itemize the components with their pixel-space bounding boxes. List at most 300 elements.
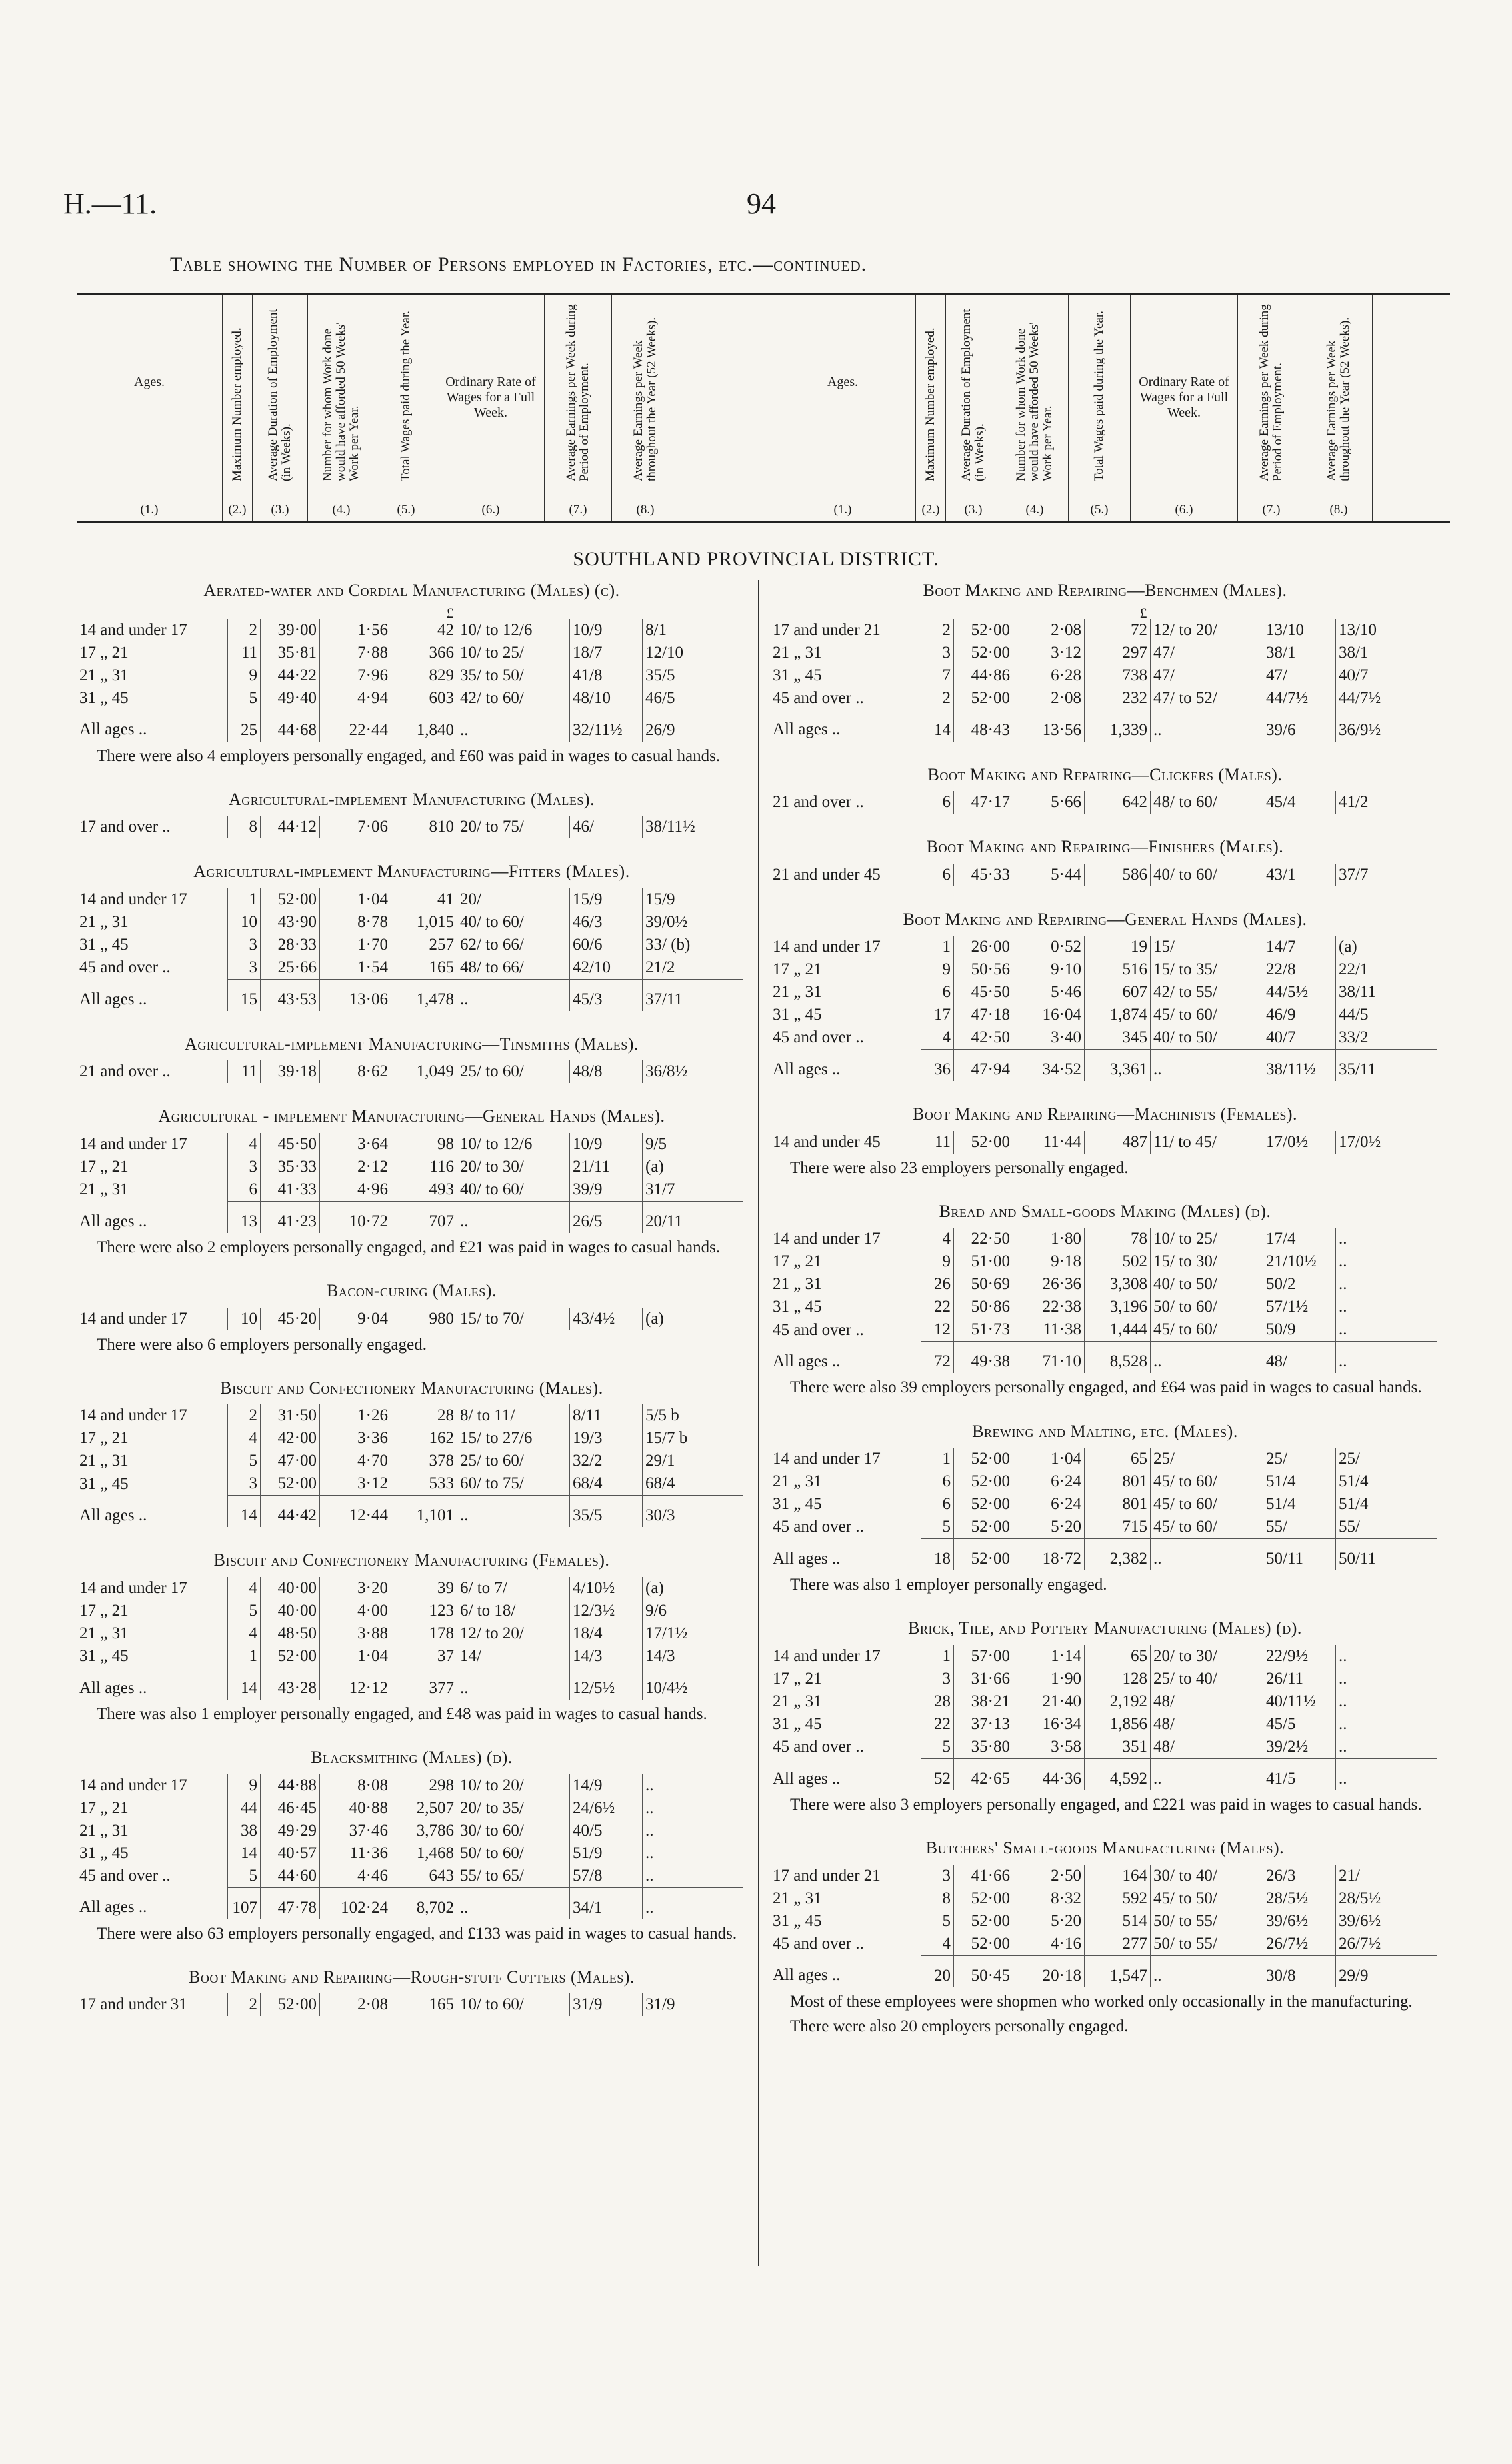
table-cell: 17/4 bbox=[1263, 1228, 1336, 1250]
table-row bbox=[77, 619, 743, 642]
table-cell: 4·94 bbox=[320, 687, 391, 710]
table-cell: 43/4½ bbox=[570, 1308, 643, 1330]
table-cell: 50/ to 55/ bbox=[1151, 1933, 1263, 1956]
table-cell: 6 bbox=[921, 1470, 954, 1493]
table-cell: 35/ to 50/ bbox=[457, 664, 570, 687]
table-cell: 51·73 bbox=[954, 1318, 1013, 1342]
section-note: There was also 1 employer personally engaged, and £48 was paid in wages to casual hands. bbox=[97, 1704, 707, 1723]
table-cell: 31 „ 45 bbox=[773, 1495, 822, 1513]
table-row bbox=[770, 619, 1437, 642]
table-cell: 3 bbox=[921, 1865, 954, 1887]
table-cell: 162 bbox=[391, 1427, 457, 1450]
table-cell: 42/10 bbox=[570, 956, 643, 980]
table-cell: 20/11 bbox=[643, 1201, 744, 1233]
table-row bbox=[77, 816, 743, 838]
table-cell: 34/1 bbox=[570, 1887, 643, 1919]
data-table bbox=[77, 888, 743, 1011]
table-cell: 72 bbox=[921, 1342, 954, 1374]
table-cell: 25/ to 40/ bbox=[1151, 1668, 1263, 1690]
table-cell: 11 bbox=[921, 1131, 954, 1154]
table-cell: 72 bbox=[1085, 619, 1151, 642]
table-row bbox=[770, 1131, 1437, 1154]
table-cell: 5 bbox=[921, 1736, 954, 1759]
table-cell: 22 bbox=[921, 1296, 954, 1318]
table-cell: 14 and under 17 bbox=[79, 1776, 187, 1794]
table-cell: 14 and under 17 bbox=[773, 1230, 881, 1248]
heading-number: (8.) bbox=[636, 503, 655, 517]
table-cell: 55/ bbox=[1263, 1516, 1336, 1539]
table-cell: 45 and over .. bbox=[773, 1320, 864, 1339]
table-cell: 4 bbox=[228, 1133, 261, 1156]
table-cell: 9 bbox=[228, 664, 261, 687]
table-cell: 7·88 bbox=[320, 642, 391, 664]
table-cell: .. bbox=[1336, 1713, 1437, 1736]
table-cell: All ages .. bbox=[79, 990, 147, 1008]
table-row bbox=[77, 1577, 743, 1600]
heading-number-50-weeks bbox=[308, 295, 375, 521]
table-cell: 4 bbox=[228, 1577, 261, 1600]
table-cell: 98 bbox=[391, 1133, 457, 1156]
table-cell: 17 „ 21 bbox=[79, 1601, 129, 1620]
table-cell: 17/0½ bbox=[1336, 1131, 1437, 1154]
table-cell: 5 bbox=[228, 1450, 261, 1472]
table-row bbox=[770, 1296, 1437, 1318]
data-table bbox=[770, 1865, 1437, 1987]
table-cell: 7 bbox=[921, 664, 954, 687]
table-cell: (a) bbox=[643, 1577, 744, 1600]
table-cell: 30/ to 40/ bbox=[1151, 1865, 1263, 1887]
data-table bbox=[77, 1133, 743, 1233]
table-cell: 22/9½ bbox=[1263, 1645, 1336, 1668]
table-cell: 16·34 bbox=[1013, 1713, 1085, 1736]
table-row bbox=[770, 791, 1437, 814]
table-cell: 6/ to 7/ bbox=[457, 1577, 570, 1600]
table-cell: 810 bbox=[391, 816, 457, 838]
table-cell: 41·23 bbox=[261, 1201, 320, 1233]
table-cell: 52·00 bbox=[954, 687, 1013, 710]
table-cell: 3,196 bbox=[1085, 1296, 1151, 1318]
table-cell: 21 „ 31 bbox=[79, 1180, 129, 1198]
table-cell: 1,478 bbox=[391, 979, 457, 1011]
table-cell: 60/ to 75/ bbox=[457, 1472, 570, 1496]
table-cell: 15/ to 35/ bbox=[1151, 958, 1263, 981]
table-cell: 13·56 bbox=[1013, 710, 1085, 742]
table-cell: 47·17 bbox=[954, 791, 1013, 814]
heading-label: Total Wages paid during the Year. bbox=[1092, 311, 1107, 481]
table-row bbox=[77, 1865, 743, 1888]
left-column bbox=[77, 580, 747, 2039]
table-cell: 55/ to 65/ bbox=[457, 1865, 570, 1888]
table-cell: 22/1 bbox=[1336, 958, 1437, 981]
table-cell: 45 and over .. bbox=[79, 958, 171, 976]
table-cell: 19/3 bbox=[570, 1427, 643, 1450]
table-cell: 39/0½ bbox=[643, 911, 744, 934]
table-cell: .. bbox=[1151, 710, 1263, 742]
table-section bbox=[77, 1106, 747, 1258]
table-cell: 47·00 bbox=[261, 1450, 320, 1472]
table-cell: 14 and under 17 bbox=[79, 890, 187, 908]
table-row bbox=[770, 664, 1437, 687]
section-title: Boot Making and Repairing—Rough-stuff Cutters (Males). bbox=[189, 1967, 635, 1987]
table-section bbox=[770, 764, 1440, 814]
table-cell: 51/4 bbox=[1336, 1493, 1437, 1516]
table-cell: 297 bbox=[1085, 642, 1151, 664]
table-cell: 15/9 bbox=[570, 888, 643, 911]
table-cell: 5/5 b bbox=[643, 1404, 744, 1427]
table-cell: All ages .. bbox=[79, 1678, 147, 1697]
table-cell: 4·16 bbox=[1013, 1933, 1085, 1956]
table-cell: 50/11 bbox=[1336, 1539, 1437, 1571]
heading-total-wages bbox=[375, 295, 437, 521]
table-cell: 1,874 bbox=[1085, 1004, 1151, 1026]
table-section bbox=[770, 1104, 1440, 1178]
table-cell: 5 bbox=[228, 1865, 261, 1888]
table-cell: 3·36 bbox=[320, 1427, 391, 1450]
table-cell: 4/10½ bbox=[570, 1577, 643, 1600]
table-cell: 45/ to 60/ bbox=[1151, 1493, 1263, 1516]
table-cell: 14/7 bbox=[1263, 936, 1336, 958]
table-row bbox=[77, 1156, 743, 1178]
page-code: H.—11. bbox=[63, 187, 157, 220]
table-cell: 40/7 bbox=[1263, 1026, 1336, 1050]
table-cell: 50·45 bbox=[954, 1955, 1013, 1987]
table-cell: 516 bbox=[1085, 958, 1151, 981]
section-title: Aerated-water and Cordial Manufacturing (Males) (c). bbox=[203, 581, 620, 600]
table-cell: 22·38 bbox=[1013, 1296, 1085, 1318]
table-cell: 42·00 bbox=[261, 1427, 320, 1450]
table-row bbox=[770, 981, 1437, 1004]
heading-number: (7.) bbox=[569, 503, 587, 517]
table-cell: 21 „ 31 bbox=[79, 1821, 129, 1840]
section-title: Agricultural-implement Manufacturing (Males). bbox=[229, 789, 595, 809]
section-title: Blacksmithing (Males) (d). bbox=[311, 1748, 513, 1767]
table-cell: 6·24 bbox=[1013, 1470, 1085, 1493]
table-cell: 607 bbox=[1085, 981, 1151, 1004]
heading-label: Average Earnings per Week during Period of Employment. bbox=[564, 304, 591, 481]
table-cell: 17/0½ bbox=[1263, 1131, 1336, 1154]
table-cell: .. bbox=[457, 1496, 570, 1528]
table-cell: 26 bbox=[921, 1273, 954, 1296]
table-row bbox=[770, 687, 1437, 710]
table-cell: 31/7 bbox=[643, 1178, 744, 1202]
table-cell: All ages .. bbox=[79, 1212, 147, 1230]
table-cell: 21/ bbox=[1336, 1865, 1437, 1887]
table-cell: 18/7 bbox=[570, 642, 643, 664]
table-cell: 52·00 bbox=[261, 1645, 320, 1668]
table-row bbox=[77, 1600, 743, 1622]
table-cell: 31·66 bbox=[954, 1668, 1013, 1690]
section-title: Boot Making and Repairing—Finishers (Males). bbox=[926, 837, 1284, 856]
table-cell: 2·08 bbox=[1013, 619, 1085, 642]
table-cell: 48/ to 66/ bbox=[457, 956, 570, 980]
heading-number: (3.) bbox=[271, 503, 289, 517]
total-row bbox=[77, 710, 743, 742]
table-cell: 40/ to 50/ bbox=[1151, 1026, 1263, 1050]
table-cell: 45/ to 50/ bbox=[1151, 1887, 1263, 1910]
table-cell: 8/11 bbox=[570, 1404, 643, 1427]
table-cell: 13/10 bbox=[1336, 619, 1437, 642]
heading-number: (1.) bbox=[140, 503, 159, 517]
table-cell: 31 „ 45 bbox=[79, 935, 129, 954]
table-cell: 514 bbox=[1085, 1910, 1151, 1933]
table-cell: 45 and over .. bbox=[773, 1934, 864, 1953]
section-title: Agricultural-implement Manufacturing—Fitters (Males). bbox=[193, 862, 630, 882]
table-cell: 50·86 bbox=[954, 1296, 1013, 1318]
total-row bbox=[770, 710, 1437, 742]
table-cell: 52·00 bbox=[954, 1516, 1013, 1539]
table-cell: 55/ bbox=[1336, 1516, 1437, 1539]
table-cell: 26/3 bbox=[1263, 1865, 1336, 1887]
table-cell: 40/5 bbox=[570, 1820, 643, 1842]
data-table bbox=[770, 1131, 1437, 1154]
heading-number-50-weeks bbox=[1001, 295, 1069, 521]
heading-number: (8.) bbox=[1329, 503, 1348, 517]
table-cell: 378 bbox=[391, 1450, 457, 1472]
table-cell: 31 „ 45 bbox=[773, 1298, 822, 1316]
total-row bbox=[77, 1887, 743, 1919]
table-cell: 42·65 bbox=[954, 1758, 1013, 1790]
table-cell: 107 bbox=[228, 1887, 261, 1919]
table-row bbox=[770, 1933, 1437, 1956]
table-cell: 232 bbox=[1085, 687, 1151, 710]
table-cell: 4 bbox=[228, 1622, 261, 1645]
table-cell: 1 bbox=[228, 888, 261, 911]
table-cell: 49·29 bbox=[261, 1820, 320, 1842]
table-cell: .. bbox=[643, 1887, 744, 1919]
table-cell: 41/2 bbox=[1336, 791, 1437, 814]
heading-label: Number for whom Work done would have afforded 50 Weeks' Work per Year. bbox=[1014, 322, 1055, 481]
table-section bbox=[770, 1421, 1440, 1596]
table-cell: 30/8 bbox=[1263, 1955, 1336, 1987]
table-row bbox=[770, 958, 1437, 981]
table-cell: 3 bbox=[921, 1668, 954, 1690]
table-cell: 10/ to 60/ bbox=[457, 1993, 570, 2016]
table-cell: 43·28 bbox=[261, 1668, 320, 1700]
heading-number: (3.) bbox=[964, 503, 983, 517]
table-cell: 65 bbox=[1085, 1448, 1151, 1470]
section-note: There were also 63 employers personally engaged, and £133 was paid in wages to casual hands. bbox=[97, 1924, 737, 1943]
table-cell: 45 and over .. bbox=[773, 1028, 864, 1047]
table-cell: .. bbox=[643, 1865, 744, 1888]
table-cell: 8·62 bbox=[320, 1060, 391, 1083]
table-cell: 15/7 b bbox=[643, 1427, 744, 1450]
table-cell: 1,049 bbox=[391, 1060, 457, 1083]
table-cell: 8/1 bbox=[643, 619, 744, 642]
table-cell: 11·44 bbox=[1013, 1131, 1085, 1154]
table-cell: 26·00 bbox=[954, 936, 1013, 958]
table-cell: 707 bbox=[391, 1201, 457, 1233]
table-cell: 21 „ 31 bbox=[773, 1889, 822, 1907]
table-cell: 38 bbox=[228, 1820, 261, 1842]
heading-label: Ordinary Rate of Wages for a Full Week. bbox=[1139, 375, 1229, 420]
table-cell: 50/ to 60/ bbox=[1151, 1296, 1263, 1318]
table-cell: 25·66 bbox=[261, 956, 320, 980]
table-row bbox=[77, 956, 743, 980]
table-cell: 50/ to 55/ bbox=[1151, 1910, 1263, 1933]
table-cell: 47·78 bbox=[261, 1887, 320, 1919]
table-cell: 21 „ 31 bbox=[773, 1692, 822, 1710]
table-cell: 51/4 bbox=[1263, 1493, 1336, 1516]
table-cell: 28/5½ bbox=[1336, 1887, 1437, 1910]
table-cell: 60/6 bbox=[570, 934, 643, 956]
table-cell: 13/10 bbox=[1263, 619, 1336, 642]
table-cell: 36 bbox=[921, 1050, 954, 1082]
table-cell: 10/9 bbox=[570, 1133, 643, 1156]
table-cell: 1 bbox=[228, 1645, 261, 1668]
table-cell: 49·40 bbox=[261, 687, 320, 710]
table-cell: .. bbox=[1336, 1342, 1437, 1374]
table-cell: 5·66 bbox=[1013, 791, 1085, 814]
section-title: Boot Making and Repairing—General Hands (Males). bbox=[903, 909, 1307, 929]
table-cell: 31 „ 45 bbox=[79, 1647, 129, 1665]
section-title: Brewing and Malting, etc. (Males). bbox=[972, 1421, 1238, 1441]
table-cell: 15/ to 27/6 bbox=[457, 1427, 570, 1450]
table-cell: 14 bbox=[921, 710, 954, 742]
table-cell: 8 bbox=[228, 816, 261, 838]
table-cell: 22·50 bbox=[954, 1228, 1013, 1250]
table-cell: 8·08 bbox=[320, 1774, 391, 1797]
table-cell: 1·54 bbox=[320, 956, 391, 980]
table-cell: 1,101 bbox=[391, 1496, 457, 1528]
table-cell: 37 bbox=[391, 1645, 457, 1668]
table-cell: 52·00 bbox=[261, 1472, 320, 1496]
table-cell: 351 bbox=[1085, 1736, 1151, 1759]
table-row bbox=[770, 1273, 1437, 1296]
table-cell: 15/ to 30/ bbox=[1151, 1250, 1263, 1273]
heading-label: Ages. bbox=[827, 375, 859, 389]
table-cell: 3·20 bbox=[320, 1577, 391, 1600]
table-cell: 1,339 bbox=[1085, 710, 1151, 742]
table-cell: 9/6 bbox=[643, 1600, 744, 1622]
table-cell: 26/5 bbox=[570, 1201, 643, 1233]
table-cell: 3 bbox=[921, 642, 954, 664]
table-row bbox=[770, 1645, 1437, 1668]
table-cell: 1,547 bbox=[1085, 1955, 1151, 1987]
table-cell: 30/3 bbox=[643, 1496, 744, 1528]
table-cell: 48/10 bbox=[570, 687, 643, 710]
table-section bbox=[77, 861, 747, 1011]
headings-left bbox=[77, 295, 763, 521]
table-row bbox=[770, 1713, 1437, 1736]
table-cell: 3·64 bbox=[320, 1133, 391, 1156]
table-cell: 9 bbox=[921, 1250, 954, 1273]
table-cell: 592 bbox=[1085, 1887, 1151, 1910]
heading-ordinary-rate bbox=[437, 295, 545, 521]
table-cell: 12/ to 20/ bbox=[457, 1622, 570, 1645]
table-cell: 10/ to 25/ bbox=[457, 642, 570, 664]
table-cell: 12·44 bbox=[320, 1496, 391, 1528]
heading-ages bbox=[77, 295, 223, 521]
heading-label: Average Earnings per Week during Period of Employment. bbox=[1257, 304, 1285, 481]
table-cell: 35/5 bbox=[643, 664, 744, 687]
table-cell: 11·36 bbox=[320, 1842, 391, 1865]
table-cell: 22/8 bbox=[1263, 958, 1336, 981]
table-row bbox=[77, 687, 743, 710]
table-cell: 14/3 bbox=[570, 1645, 643, 1668]
table-cell: 3 bbox=[228, 1472, 261, 1496]
table-cell: 1·14 bbox=[1013, 1645, 1085, 1668]
table-cell: 257 bbox=[391, 934, 457, 956]
table-cell: 17 „ 21 bbox=[79, 1157, 129, 1176]
table-cell: 51/9 bbox=[570, 1842, 643, 1865]
table-cell: 48/8 bbox=[570, 1060, 643, 1083]
table-cell: 829 bbox=[391, 664, 457, 687]
table-cell: 47/ bbox=[1263, 664, 1336, 687]
table-cell: All ages .. bbox=[79, 1506, 147, 1524]
table-cell: 164 bbox=[1085, 1865, 1151, 1887]
table-cell: 1·80 bbox=[1013, 1228, 1085, 1250]
heading-ages bbox=[770, 295, 916, 521]
table-cell: 17/1½ bbox=[643, 1622, 744, 1645]
table-cell: 39/9 bbox=[570, 1178, 643, 1202]
currency-symbol: £ bbox=[446, 604, 454, 621]
table-cell: 44/5 bbox=[1336, 1004, 1437, 1026]
table-cell: 533 bbox=[391, 1472, 457, 1496]
table-cell: .. bbox=[1336, 1690, 1437, 1713]
table-cell: 40·00 bbox=[261, 1600, 320, 1622]
table-row bbox=[770, 1516, 1437, 1539]
table-cell: 45 and over .. bbox=[773, 1518, 864, 1536]
table-cell: 39/6½ bbox=[1336, 1910, 1437, 1933]
table-cell: 11 bbox=[228, 642, 261, 664]
table-cell: (a) bbox=[643, 1156, 744, 1178]
table-row bbox=[77, 1308, 743, 1330]
section-note: There were also 3 employers personally engaged, and £221 was paid in wages to casual hands. bbox=[790, 1795, 1422, 1814]
table-cell: 35·81 bbox=[261, 642, 320, 664]
table-cell: 41/8 bbox=[570, 664, 643, 687]
table-cell: .. bbox=[1336, 1736, 1437, 1759]
table-cell: 40·88 bbox=[320, 1797, 391, 1820]
table-cell: 40·57 bbox=[261, 1842, 320, 1865]
table-cell: 36/8½ bbox=[643, 1060, 744, 1083]
table-cell: 5 bbox=[921, 1516, 954, 1539]
table-cell: 31 „ 45 bbox=[773, 1911, 822, 1930]
table-cell: All ages .. bbox=[773, 1769, 841, 1788]
table-cell: 7·96 bbox=[320, 664, 391, 687]
table-cell: 57·00 bbox=[954, 1645, 1013, 1668]
table-row bbox=[77, 642, 743, 664]
table-cell: 68/4 bbox=[570, 1472, 643, 1496]
heading-label: Average Duration of Employment (in Weeks). bbox=[266, 309, 293, 481]
table-cell: 5·46 bbox=[1013, 981, 1085, 1004]
table-cell: 45 and over .. bbox=[79, 1866, 171, 1885]
table-cell: (a) bbox=[1336, 936, 1437, 958]
table-cell: 51·00 bbox=[954, 1250, 1013, 1273]
table-cell: 17 bbox=[921, 1004, 954, 1026]
heading-number: (7.) bbox=[1262, 503, 1281, 517]
table-row bbox=[770, 642, 1437, 664]
table-cell: 19 bbox=[1085, 936, 1151, 958]
table-cell: 3·88 bbox=[320, 1622, 391, 1645]
heading-label: Ages. bbox=[133, 375, 165, 389]
table-cell: 2,382 bbox=[1085, 1539, 1151, 1571]
table-cell: 25/ bbox=[1336, 1448, 1437, 1470]
table-cell: .. bbox=[457, 710, 570, 742]
section-title: Agricultural - implement Manufacturing—General Hands (Males). bbox=[158, 1106, 665, 1126]
table-cell: 9·04 bbox=[320, 1308, 391, 1330]
table-cell: 47·94 bbox=[954, 1050, 1013, 1082]
table-cell: 52·00 bbox=[954, 1933, 1013, 1956]
table-cell: 46/5 bbox=[643, 687, 744, 710]
table-row bbox=[770, 936, 1437, 958]
table-cell: All ages .. bbox=[773, 1060, 841, 1078]
table-cell: 6 bbox=[921, 1493, 954, 1516]
section-title: Biscuit and Confectionery Manufacturing (Females). bbox=[213, 1550, 610, 1570]
table-cell: 51/4 bbox=[1263, 1470, 1336, 1493]
table-cell: 28 bbox=[391, 1404, 457, 1427]
table-cell: 5 bbox=[228, 687, 261, 710]
table-cell: 52·00 bbox=[954, 642, 1013, 664]
